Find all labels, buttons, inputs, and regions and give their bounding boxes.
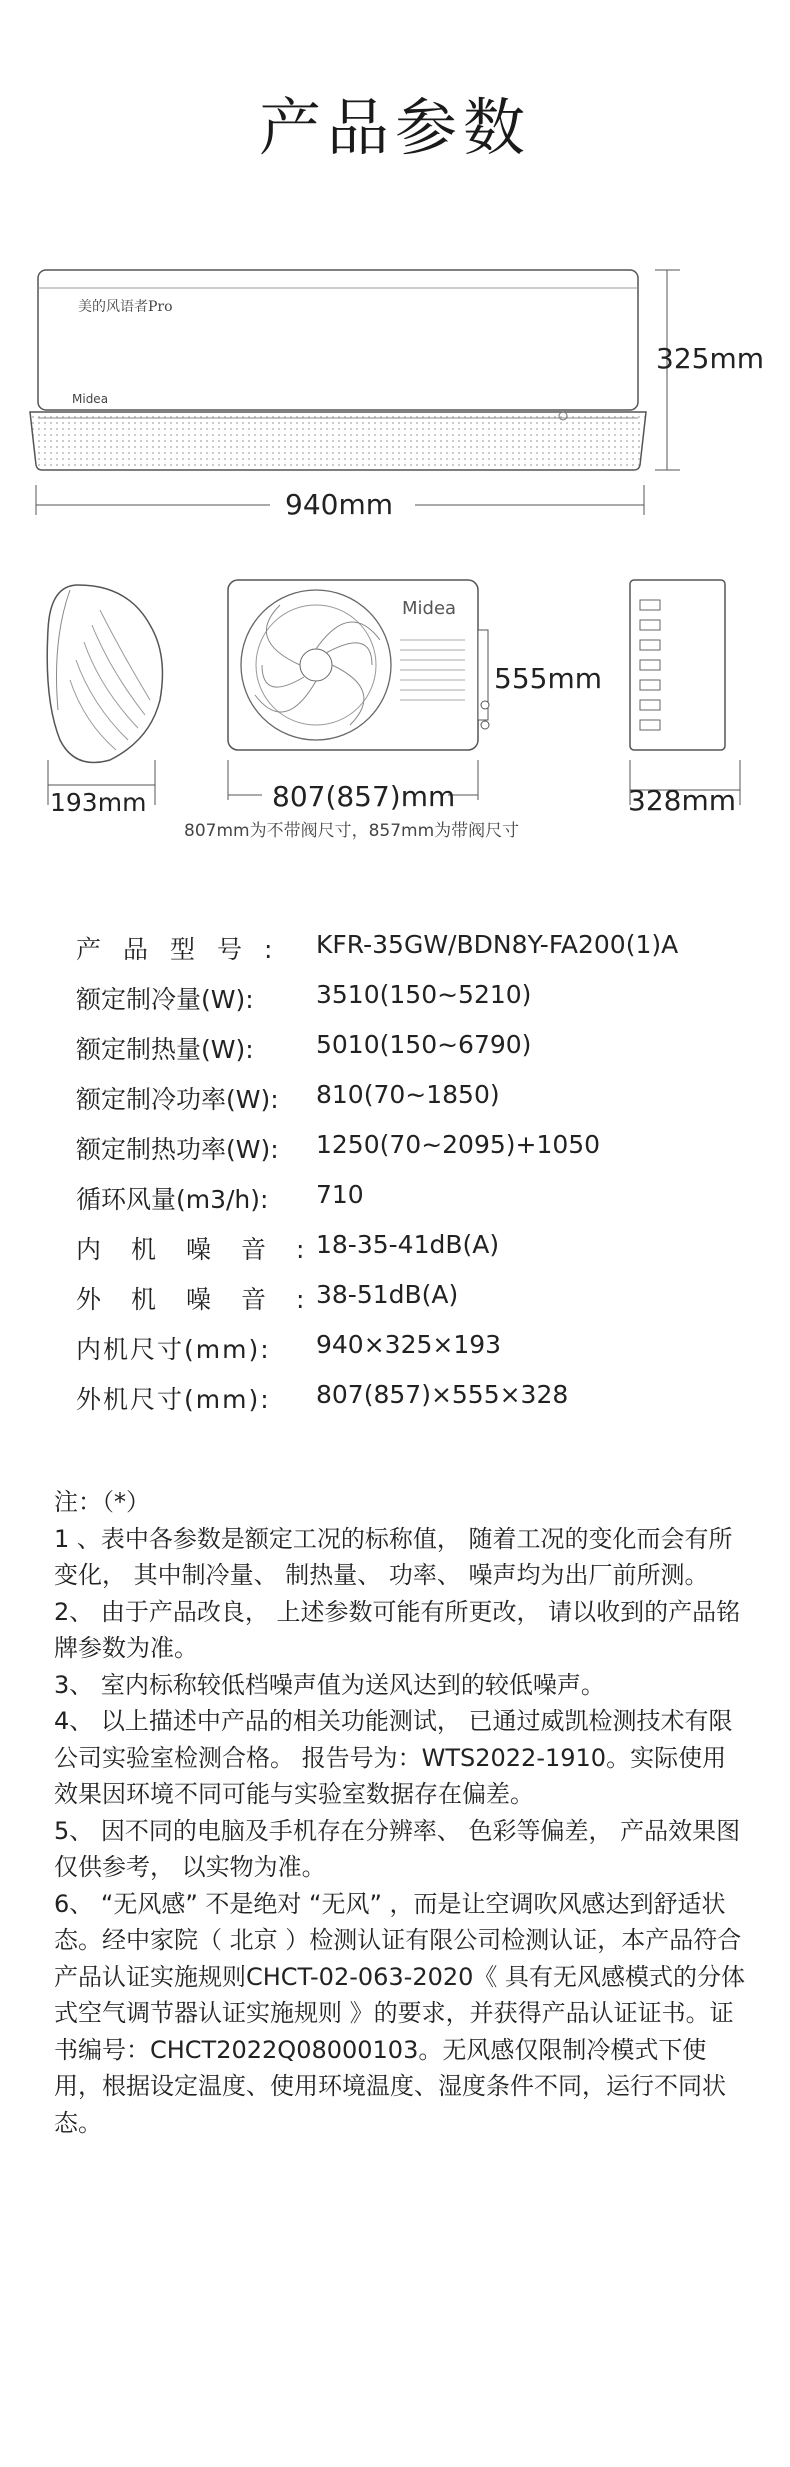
indoor-brand-text: 美的风语者Pro: [78, 299, 173, 315]
indoor-width-label: 940mm: [285, 488, 393, 521]
spec-value: KFR-35GW/BDN8Y-FA200(1)A: [316, 930, 679, 959]
spec-row: [76, 1230, 756, 1280]
spec-row: [76, 1280, 756, 1330]
spec-label: 额定制热量(W):: [76, 1035, 254, 1064]
spec-row: [76, 1180, 756, 1230]
outdoor-depth-label: 328mm: [628, 784, 736, 817]
spec-row: [76, 1130, 756, 1180]
notes-section: [54, 1484, 754, 2141]
outdoor-logo-text: Midea: [402, 598, 457, 619]
spec-value: 810(70~1850): [316, 1080, 500, 1109]
outdoor-height-label: 555mm: [494, 662, 602, 695]
spec-label: 额定制冷量(W):: [76, 985, 254, 1014]
page-title: 产品参数: [258, 91, 531, 164]
spec-value: 38-51dB(A): [316, 1280, 459, 1309]
notes-heading: 注：（*）: [54, 1488, 150, 1516]
note-item: 5、 因不同的电脑及手机存在分辨率、 色彩等偏差， 产品效果图仅供参考， 以实物为准。: [54, 1816, 741, 1881]
spec-value: 807(857)×555×328: [316, 1380, 569, 1409]
outdoor-width-label: 807(857)mm: [272, 780, 456, 813]
outdoor-width-note: 807mm为不带阀尺寸，857mm为带阀尺寸: [184, 821, 520, 841]
spec-value: 710: [316, 1180, 364, 1209]
spec-value: 1250(70~2095)+1050: [316, 1130, 601, 1159]
spec-label: 循环风量(m3/h):: [76, 1185, 269, 1214]
spec-value: 5010(150~6790): [316, 1030, 532, 1059]
spec-label: 外机尺寸(mm):: [76, 1385, 271, 1414]
spec-row: [76, 930, 756, 980]
spec-label: 额定制热功率(W):: [76, 1135, 279, 1164]
note-item: 2、 由于产品改良， 上述参数可能有所更改， 请以收到的产品铭牌参数为准。: [54, 1597, 741, 1662]
spec-label: 额定制冷功率(W):: [76, 1085, 279, 1114]
note-item: 3、 室内标称较低档噪声值为送风达到的较低噪声。: [54, 1670, 605, 1699]
spec-row: [76, 1080, 756, 1130]
spec-label: 内机噪音:: [76, 1235, 335, 1264]
spec-label: 外机噪音:: [76, 1285, 335, 1314]
indoor-height-label: 325mm: [656, 342, 764, 375]
note-item: 1 、表中各参数是额定工况的标称值， 随着工况的变化而会有所变化， 其中制冷量、 制热量、 功率、 噪声均为出厂前所测。: [54, 1524, 733, 1589]
spec-row: [76, 980, 756, 1030]
spec-label: 内机尺寸(mm):: [76, 1335, 271, 1364]
spec-value: 18-35-41dB(A): [316, 1230, 500, 1259]
spec-value: 3510(150~5210): [316, 980, 532, 1009]
spec-row: [76, 1380, 756, 1430]
note-item: 6、 “无风感” 不是绝对 “无风” ，而是让空调吹风感达到舒适状态。经中家院（ 北京 ）检测认证有限公司检测认证，本产品符合产品认证实施规则CHCT-02-063-2020《 具有无风感模式的分体式空气调节器认证实施规则 》的要求，并获得产品认证证书。证书编号：CHCT2022Q08000103。无风感仅限制冷模式下使用，根据设定温度、使用环境温度、湿度条件不同，运行不同状态。: [54, 1889, 746, 2137]
spec-row: [76, 1330, 756, 1380]
spec-table: [76, 930, 756, 1430]
spec-row: [76, 1030, 756, 1080]
note-item: 4、 以上描述中产品的相关功能测试， 已通过威凯检测技术有限公司实验室检测合格。 报告号为：WTS2022-1910。实际使用 效果因环境不同可能与实验室数据存在偏差。: [54, 1707, 733, 1808]
indoor-logo-text: Midea: [72, 392, 109, 406]
spec-label: 产品型号:: [76, 935, 295, 964]
spec-value: 940×325×193: [316, 1330, 502, 1359]
side-depth-label: 193mm: [50, 788, 147, 817]
